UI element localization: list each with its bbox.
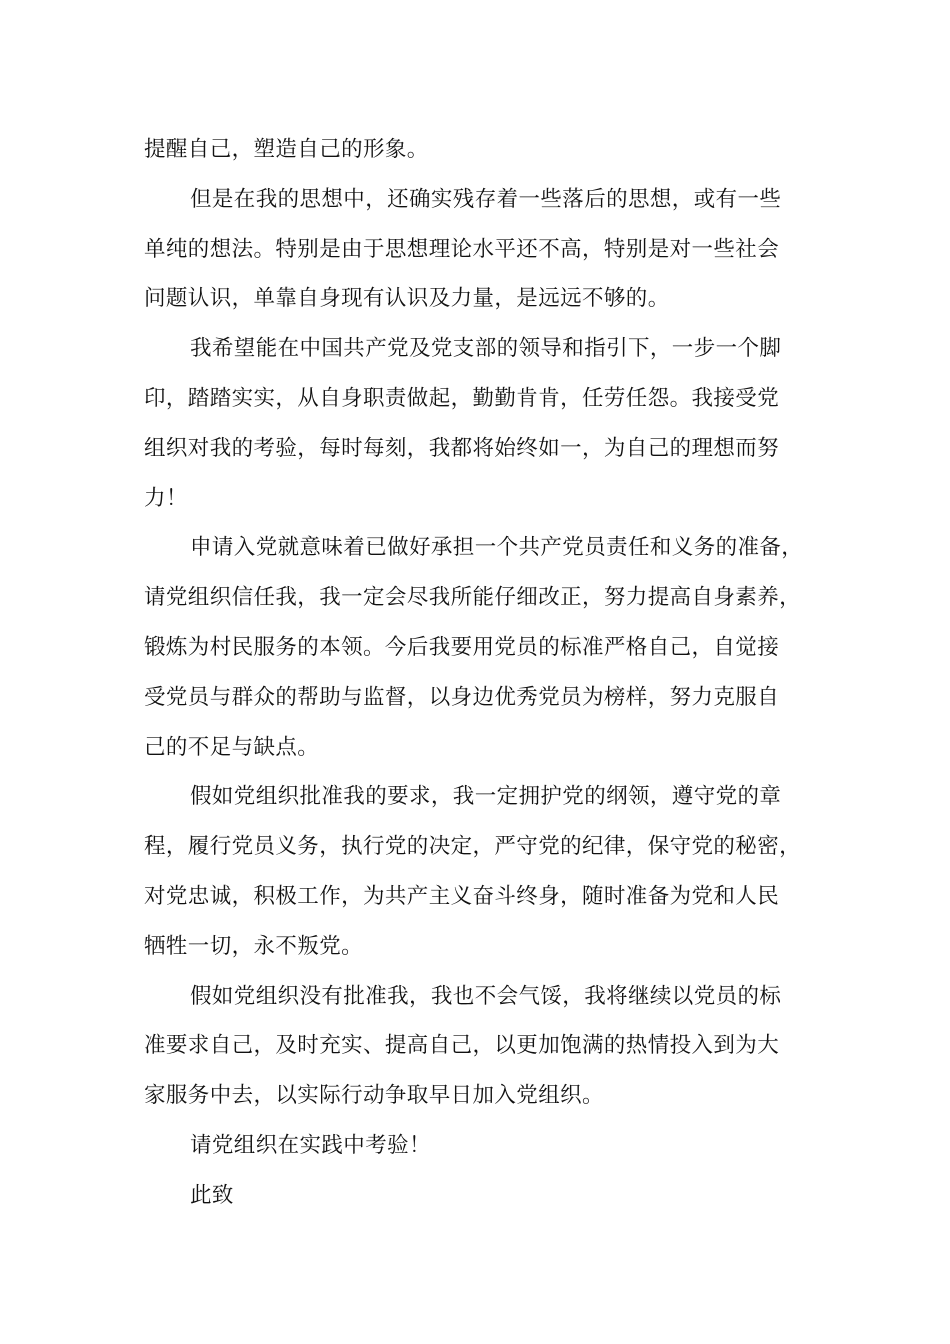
text-line-4: 问题认识，单靠自身现有认识及力量，是远远不够的。	[144, 286, 670, 312]
text-line-13: 己的不足与缺点。	[144, 734, 320, 760]
text-line-15: 程，履行党员义务，执行党的决定，严守党的纪律，保守党的秘密，	[144, 834, 802, 860]
text-line-20: 家服务中去，以实际行动争取早日加入党组织。	[144, 1083, 604, 1109]
text-line-14: 假如党组织批准我的要求，我一定拥护党的纲领，遵守党的章	[190, 784, 782, 810]
text-line-18: 假如党组织没有批准我，我也不会气馁，我将继续以党员的标	[190, 983, 782, 1009]
text-line-5: 我希望能在中国共产党及党支部的领导和指引下，一步一个脚	[190, 336, 782, 362]
text-line-2: 但是在我的思想中，还确实残存着一些落后的思想，或有一些	[190, 186, 782, 212]
text-line-17: 牺牲一切，永不叛党。	[144, 933, 364, 959]
text-line-11: 锻炼为村民服务的本领。今后我要用党员的标准严格自己，自觉接	[144, 634, 780, 660]
text-line-21: 请党组织在实践中考验！	[190, 1132, 431, 1158]
text-line-12: 受党员与群众的帮助与监督，以身边优秀党员为榜样，努力克服自	[144, 684, 780, 710]
text-line-6: 印，踏踏实实，从自身职责做起，勤勤肯肯，任劳任怨。我接受党	[144, 385, 780, 411]
text-line-1: 提醒自己，塑造自己的形象。	[144, 137, 429, 162]
text-line-7: 组织对我的考验，每时每刻，我都将始终如一，为自己的理想而努	[144, 435, 780, 461]
text-line-22: 此致	[190, 1182, 234, 1208]
text-line-9: 申请入党就意味着已做好承担一个共产党员责任和义务的准备，	[190, 535, 804, 561]
text-line-16: 对党忠诚，积极工作，为共产主义奋斗终身，随时准备为党和人民	[144, 883, 780, 909]
text-line-3: 单纯的想法。特别是由于思想理论水平还不高，特别是对一些社会	[144, 236, 780, 262]
text-line-19: 准要求自己，及时充实、提高自己，以更加饱满的热情投入到为大	[144, 1033, 780, 1059]
document-body	[144, 125, 844, 1221]
text-line-8: 力！	[144, 485, 188, 511]
text-line-10: 请党组织信任我，我一定会尽我所能仔细改正，努力提高自身素养，	[144, 585, 802, 611]
